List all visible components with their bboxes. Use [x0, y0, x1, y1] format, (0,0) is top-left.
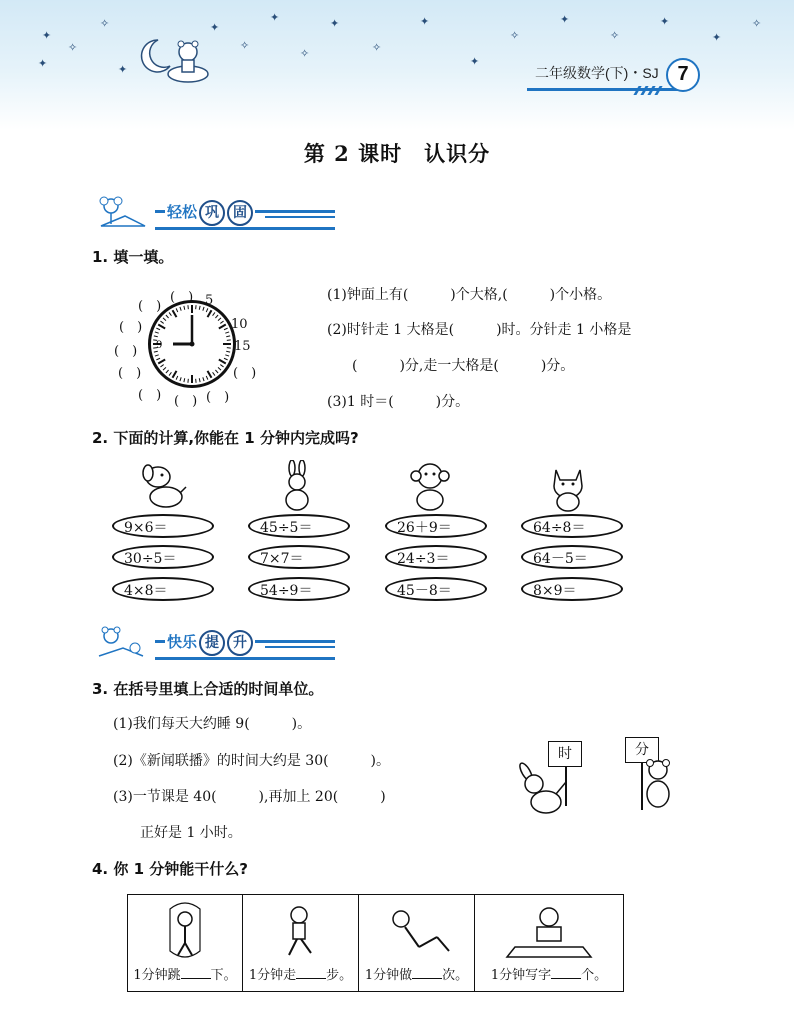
caption-suffix: 步。 [326, 968, 353, 983]
activity-table [127, 894, 624, 992]
clock-tick [156, 358, 160, 360]
q3-line-4: 正好是 1 小时。 [140, 825, 242, 841]
caption-prefix: 1分钟写字 [490, 968, 552, 983]
clock-tick [173, 371, 177, 378]
question-2-title: 2. 下面的计算,你能在 1 分钟内完成吗? [92, 429, 359, 447]
clock-tick [206, 308, 208, 312]
clock-tick [215, 370, 218, 373]
banner-circle-char: 提 [199, 630, 225, 656]
star-icon: ✦ [42, 29, 52, 42]
clock-face [148, 300, 236, 388]
clock-tick [166, 315, 169, 318]
monkey-illustration [408, 460, 454, 512]
clock-tick [215, 315, 218, 318]
star-icon: ✦ [470, 55, 480, 68]
caption-suffix: 下。 [210, 968, 237, 983]
calc-item[interactable]: 54÷9＝ [248, 577, 350, 601]
banner-label-text: 轻松 [167, 203, 198, 221]
walking-boy-illustration [243, 901, 359, 963]
caption-prefix: 1分钟跳 [133, 968, 181, 983]
star-icon: ✦ [210, 21, 220, 34]
dog-illustration [138, 463, 188, 511]
rabbit-illustration [278, 460, 318, 512]
calc-item[interactable]: 9×6＝ [112, 514, 214, 538]
clock-numeral-9: 9 [156, 340, 163, 351]
caption-suffix: 个。 [581, 968, 608, 983]
clock-blank[interactable]: ( ) [119, 320, 143, 335]
calc-item[interactable]: 7×7＝ [248, 545, 350, 569]
bear-mascot-icon [95, 626, 151, 660]
q3-line-1: (1)我们每天大约睡 9( )。 [113, 716, 312, 732]
caption-suffix: 次。 [442, 968, 469, 983]
q3-line-2: (2)《新闻联播》的时间大约是 30( )。 [113, 753, 391, 769]
clock-tick [199, 378, 200, 382]
rabbit-holding-sign-illustration [512, 762, 572, 818]
clock-blank[interactable]: ( ) [170, 290, 194, 305]
clock-tick [219, 360, 226, 364]
star-icon: ✦ [660, 15, 670, 28]
star-icon: ✦ [712, 31, 722, 44]
activity-cell-jump [128, 895, 243, 991]
question-3-title: 3. 在括号里填上合适的时间单位。 [92, 680, 324, 698]
answer-blank[interactable] [296, 966, 326, 979]
clock-center [190, 342, 195, 347]
clock-tick [160, 321, 163, 323]
moon-bear-illustration [140, 30, 210, 85]
star-icon: ✦ [330, 17, 340, 30]
star-icon: ✧ [752, 17, 762, 30]
clock-tick [218, 367, 221, 370]
cat-illustration [548, 464, 588, 512]
activity-caption [243, 964, 358, 983]
clock-tick [163, 367, 166, 370]
clock-tick [158, 325, 165, 329]
clock-tick [225, 332, 229, 333]
clock-tick [160, 365, 163, 367]
clock-tick [220, 321, 223, 323]
clock-blank[interactable]: ( ) [138, 388, 162, 403]
calc-item[interactable]: 30÷5＝ [112, 545, 214, 569]
calc-item[interactable]: 64÷8＝ [521, 514, 623, 538]
sign-hour: 时 [548, 741, 582, 767]
section-banner-consolidate [95, 196, 345, 232]
calc-item[interactable]: 4×8＝ [112, 577, 214, 601]
clock-blank[interactable]: ( ) [174, 394, 198, 409]
clock-tick [213, 372, 215, 375]
clock-tick [169, 372, 171, 375]
clock-tick [180, 307, 181, 311]
clock-svg [151, 303, 233, 385]
situp-illustration [359, 901, 475, 963]
clock-blank[interactable]: ( ) [206, 390, 230, 405]
clock-label-5: 5 [205, 293, 214, 308]
clock-tick [184, 306, 185, 310]
page-number: 7 [666, 58, 700, 92]
caption-prefix: 1分钟做 [364, 968, 413, 983]
star-icon: ✦ [38, 57, 48, 70]
question-1-title: 1. 填一填。 [92, 248, 174, 266]
clock-tick [169, 312, 171, 315]
jump-rope-illustration [128, 901, 243, 963]
clock-label-15: 15 [234, 339, 251, 354]
banner-circle-char: 固 [227, 200, 253, 226]
question-4-title: 4. 你 1 分钟能干什么? [92, 860, 248, 878]
banner-circle-char: 升 [227, 630, 253, 656]
activity-caption [475, 964, 623, 983]
calc-item[interactable]: 64－5＝ [521, 545, 623, 569]
answer-blank[interactable] [181, 966, 211, 979]
calc-item[interactable]: 26＋9＝ [385, 514, 487, 538]
clock-tick [224, 358, 228, 360]
clock-blank[interactable]: ( ) [138, 299, 162, 314]
clock-tick [156, 328, 160, 330]
clock-tick [199, 306, 200, 310]
star-icon: ✧ [68, 41, 78, 54]
activity-cell-write [475, 895, 623, 991]
clock-blank[interactable]: ( ) [114, 344, 138, 359]
clock-tick [213, 312, 215, 315]
clock-tick [218, 318, 221, 321]
q1-line-4: (3)1 时＝( )分。 [327, 394, 470, 410]
bear-holding-sign-illustration [640, 758, 674, 814]
star-icon: ✧ [240, 39, 250, 52]
clock-tick [220, 365, 223, 367]
clock-tick [166, 370, 169, 373]
clock-tick [173, 310, 177, 317]
lesson-title: 第 2 课时 认识分 [303, 141, 491, 166]
clock-tick [184, 378, 185, 382]
clock-tick [180, 377, 181, 381]
star-icon: ✧ [510, 29, 520, 42]
clock-tick [154, 351, 158, 352]
clock-tick [219, 325, 226, 329]
section-banner-improve [95, 626, 345, 662]
calc-item[interactable]: 45÷5＝ [248, 514, 350, 538]
banner-label [165, 200, 255, 226]
q1-line-3: ( )分,走一大格是( )分。 [352, 358, 575, 374]
clock-tick [208, 371, 212, 378]
mouse-mascot-icon [95, 196, 151, 230]
clock-tick [163, 318, 166, 321]
clock-tick [154, 336, 158, 337]
activity-cell-walk [243, 895, 359, 991]
clock-tick [158, 360, 165, 364]
clock-tick [224, 328, 228, 330]
calc-item[interactable]: 45－8＝ [385, 577, 487, 601]
answer-blank[interactable] [412, 966, 442, 979]
star-icon: ✧ [300, 47, 310, 60]
clock-tick [203, 377, 204, 381]
star-icon: ✧ [100, 17, 110, 30]
clock-tick [155, 332, 159, 333]
clock-tick [155, 355, 159, 356]
banner-circle-char: 巩 [199, 200, 225, 226]
banner-label [165, 630, 255, 656]
banner-label-text: 快乐 [167, 633, 198, 651]
clock-tick [208, 310, 212, 317]
clock-blank[interactable]: ( ) [118, 366, 142, 381]
star-icon: ✦ [420, 15, 430, 28]
calc-item[interactable]: 8×9＝ [521, 577, 623, 601]
q1-line-2: (2)时针走 1 大格是( )时。分针走 1 小格是 [327, 322, 632, 338]
grade-label: 二年级数学(下)・SJ [535, 65, 659, 81]
q1-line-1: (1)钟面上有( )个大格,( )个小格。 [327, 287, 612, 303]
clock-label-10: 10 [231, 317, 248, 332]
q3-line-3: (3)一节课是 40( ),再加上 20( ) [113, 789, 386, 805]
calc-item[interactable]: 24÷3＝ [385, 545, 487, 569]
star-icon: ✧ [372, 41, 382, 54]
writing-boy-illustration [475, 901, 623, 963]
clock-tick [176, 376, 178, 380]
activity-cell-situp [359, 895, 475, 991]
clock-tick [176, 308, 178, 312]
star-icon: ✧ [610, 29, 620, 42]
sign-minute: 分 [625, 737, 659, 763]
clock-tick [206, 376, 208, 380]
activity-caption [128, 964, 242, 983]
clock-tick [226, 336, 230, 337]
activity-caption [359, 964, 474, 983]
clock-tick [226, 351, 230, 352]
star-icon: ✦ [118, 63, 128, 76]
clock-blank[interactable]: ( ) [233, 366, 257, 381]
answer-blank[interactable] [551, 966, 581, 979]
clock-tick [225, 355, 229, 356]
caption-prefix: 1分钟走 [248, 968, 297, 983]
star-icon: ✦ [270, 11, 280, 24]
clock-tick [203, 307, 204, 311]
star-icon: ✦ [560, 13, 570, 26]
